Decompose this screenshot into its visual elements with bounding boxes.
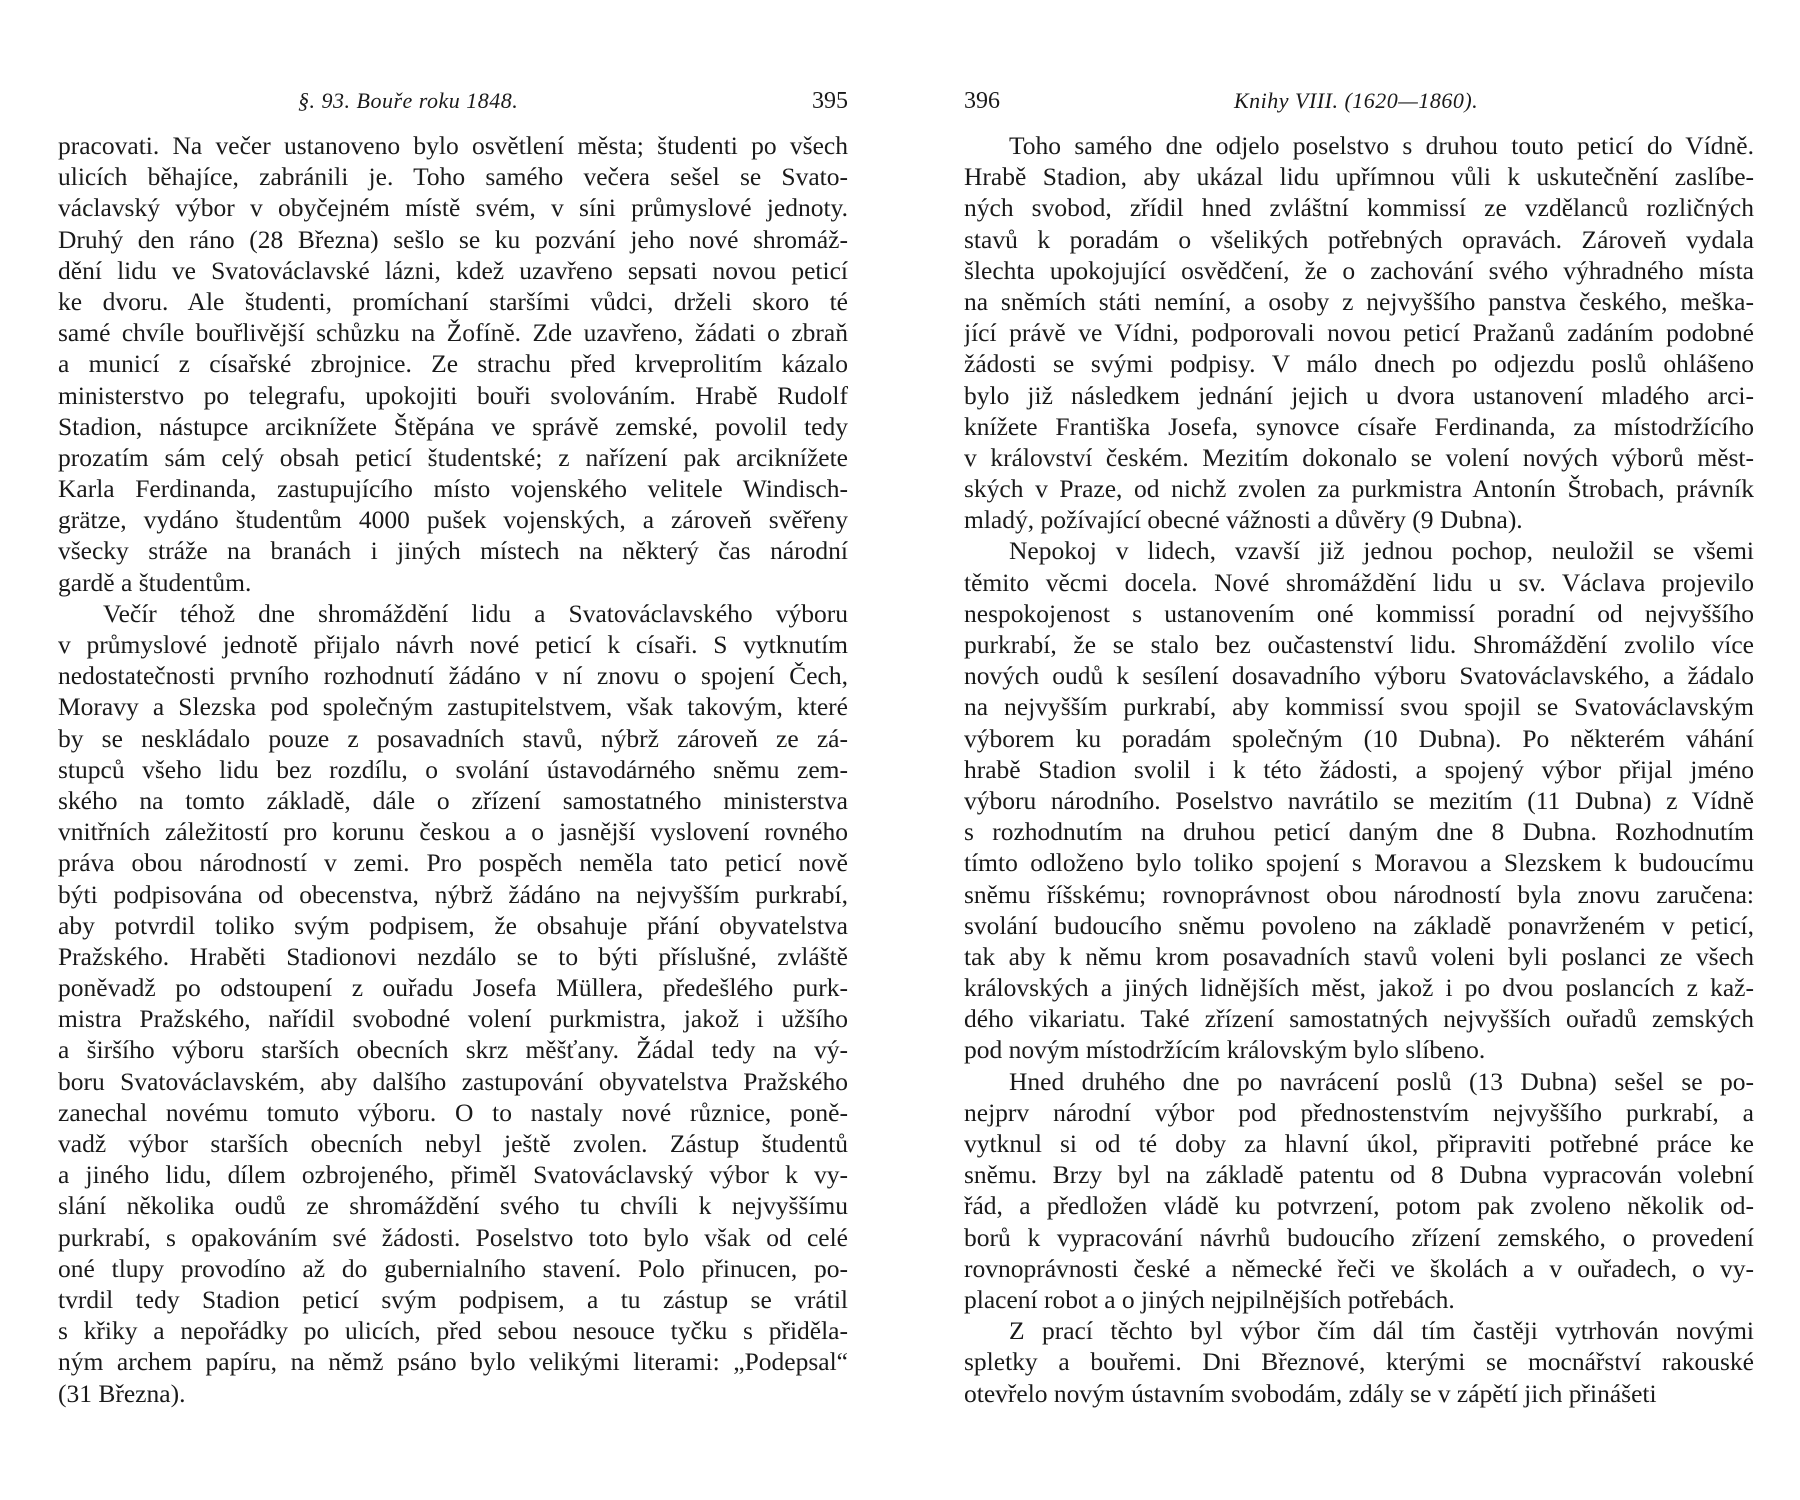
text-line: ských v Praze, od nichž zvolen za purkmistra Antonín Štrobach, právník: [964, 474, 1754, 504]
right-page: [964, 88, 1754, 1409]
text-line: na nejvyšším purkrabí, aby kommissí svou spojil se Svatováclavským: [964, 692, 1754, 722]
text-line: borů k vypracování návrhů budoucího zřízení zemského, o provedení: [964, 1222, 1754, 1252]
text-line: stavů k poradám o všelikých potřebných opravách. Zároveň vydala: [964, 224, 1754, 254]
text-line: aby potvrdil toliko svým podpisem, že obsahuje přání obyvatelstva: [58, 910, 848, 940]
text-line: Hned druhého dne po navrácení poslů (13 Dubna) sešel se po-: [1009, 1066, 1754, 1096]
text-line: nedostatečnosti prvního rozhodnutí žádáno v ní znovu o spojení Čech,: [58, 661, 848, 691]
text-line: Večír téhož dne shromáždění lidu a Svatováclavského výboru: [103, 598, 848, 628]
text-line: pod novým místodržícím královským bylo slíbeno.: [964, 1035, 1486, 1065]
text-line: václavský výbor v obyčejném místě svém, v síni průmyslové jednoty.: [58, 193, 848, 223]
text-line: slání několika oudů ze shromáždění svého tu chvíli k nejvyššímu: [58, 1191, 848, 1221]
text-line: rovnoprávnosti české a německé řeči ve školách a v ouřadech, o vy-: [964, 1253, 1754, 1283]
text-line: býti podpisována od obecenstva, nýbrž žádáno na nejvyšším purkrabí,: [58, 879, 848, 909]
text-line: a jiného lidu, dílem ozbrojeného, přiměl Svatováclavský výbor k vy-: [58, 1160, 848, 1190]
right-header-title: Knihy VIII. (1620—1860).: [1234, 88, 1479, 113]
text-line: tímto odloženo bylo toliko spojení s Moravou a Slezskem k budoucímu: [964, 848, 1754, 878]
text-line: vnitřních záležitostí pro korunu českou a o jasnější vyslovení rovného: [58, 817, 848, 847]
text-line: gardě a študentům.: [58, 567, 252, 597]
text-line: by se neskládalo pouze z posavadních stavů, nýbrž zároveň ze zá-: [58, 723, 848, 753]
text-line: výborem ku poradám společným (10 Dubna). Po některém váhání: [964, 723, 1754, 753]
text-line: poněvadž po odstoupení z ouřadu Josefa Müllera, předešlého purk-: [58, 973, 848, 1003]
text-line: řád, a předložen vládě ku potvrzení, potom pak zvoleno několik od-: [964, 1191, 1754, 1221]
text-line: oné tlupy provodíno až do gubernialního stavení. Polo přinucen, po-: [58, 1253, 848, 1283]
text-line: otevřelo novým ústavním svobodám, zdály se v zápětí jich přinášeti: [964, 1378, 1657, 1408]
text-line: hrabě Stadion svolil i k této žádosti, a spojený výbor přijal jméno: [964, 754, 1754, 784]
text-line: ulicích běhajíce, zabránili je. Toho samého večera sešel se Svato-: [58, 162, 848, 192]
text-line: spletky a bouřemi. Dni Březnové, kterými se mocnářství rakouské: [964, 1347, 1754, 1377]
text-line: Z prací těchto byl výbor čím dál tím častěji vytrhován novými: [1009, 1316, 1754, 1346]
text-line: vytknul si od té doby za hlavní úkol, připraviti potřebné práce ke: [964, 1129, 1754, 1158]
text-line: pracovati. Na večer ustanoveno bylo osvětlení města; študenti po všech: [58, 131, 848, 160]
left-header-title: §. 93. Bouře roku 1848.: [298, 88, 519, 113]
text-line: dého vikariatu. Také zřízení samostatných nejvyšších ouřadů zemských: [964, 1004, 1754, 1034]
text-line: placení robot a o jiných nejpilnějších potřebách.: [964, 1284, 1455, 1314]
text-line: purkrabí, s opakováním své žádosti. Poselstvo toto bylo však od celé: [58, 1222, 848, 1252]
paragraph: [964, 535, 1754, 1065]
text-line: sněmu říšskému; rovnoprávnost obou národností byla znovu zaručena:: [964, 879, 1754, 909]
text-line: bylo již následkem jednání jejich u dvora ustanovení mladého arci-: [964, 380, 1754, 410]
paragraph: [58, 130, 848, 598]
text-line: nových oudů k sesílení dosavadního výboru Svatováclavského, a žádalo: [964, 661, 1754, 691]
text-line: vadž výbor starších obecních nebyl ještě zvolen. Zástup študentů: [58, 1129, 848, 1158]
text-line: žádosti se svými podpisy. V málo dnech po odjezdu poslů ohlášeno: [964, 349, 1754, 379]
text-line: Stadion, nástupce arciknížete Štěpána ve správě zemské, povolil tedy: [58, 411, 848, 441]
paragraph: [964, 1066, 1754, 1316]
text-line: jící právě ve Vídni, podporovali novou peticí Pražanů zadáním podobné: [964, 318, 1754, 348]
text-line: tak aby k němu krom posavadních stavů voleni byli poslanci ze všech: [964, 941, 1754, 971]
text-line: Karla Ferdinanda, zastupujícího místo vojenského velitele Windisch-: [58, 474, 848, 504]
left-page-text: [58, 130, 848, 1409]
text-line: všecky stráže na branách i jiných místech na některý čas národní: [58, 536, 848, 566]
right-page-text: [964, 130, 1754, 1409]
text-line: Moravy a Slezska pod společným zastupitelstvem, však takovým, které: [58, 692, 848, 722]
text-line: Druhý den ráno (28 Března) sešlo se ku pozvání jeho nové shromáž-: [58, 224, 848, 254]
right-page-number: 396: [964, 88, 1000, 114]
right-running-head: [964, 88, 1754, 128]
text-line: stupců všeho lidu bez rozdílu, o svolání ústavodárného sněmu zem-: [58, 754, 848, 784]
text-line: ných svobod, zřídil hned zvláštní kommissí ze vzdělanců rozličných: [964, 193, 1754, 223]
text-line: Hrabě Stadion, aby ukázal lidu upřímnou vůli k uskutečnění zaslíbe-: [964, 162, 1754, 192]
left-page-number: 395: [812, 88, 848, 114]
text-line: knížete Františka Josefa, synovce císaře Ferdinanda, za místodržícího: [964, 411, 1754, 441]
paragraph: [964, 1315, 1754, 1409]
text-line: zanechal novému tomuto výboru. O to nastaly nové různice, poně-: [58, 1097, 848, 1127]
text-line: a širšího výboru starších obecních skrz měšťany. Žádal tedy na vý-: [58, 1035, 848, 1065]
text-line: grätze, vydáno študentům 4000 pušek vojenských, a zároveň svěřeny: [58, 505, 848, 535]
text-line: královských a jiných lidnějších měst, jakož i po dvou poslancích z kaž-: [964, 973, 1754, 1003]
text-line: svolání budoucího sněmu povoleno na základě ponavrženém v peticí,: [964, 910, 1754, 940]
left-page: [58, 88, 848, 1409]
text-line: šlechta upokojující osvědčení, že o zachování svého výhradného místa: [964, 255, 1754, 285]
paragraph: [964, 130, 1754, 535]
text-line: a municí z císařské zbrojnice. Ze strachu před krveprolitím kázalo: [58, 349, 848, 379]
text-line: s křiky a nepořádky po ulicích, před sebou nesouce tyčku s přiděla-: [58, 1316, 848, 1346]
text-line: boru Svatováclavském, aby dalšího zastupování obyvatelstva Pražského: [58, 1066, 848, 1096]
text-line: Nepokoj v lidech, vzavší již jednou pochop, neuložil se všemi: [1009, 536, 1754, 566]
text-line: mistra Pražského, nařídil svobodné volení purkmistra, jakož i užšího: [58, 1004, 848, 1034]
paragraph: [58, 598, 848, 1409]
text-line: Pražského. Hraběti Stadionovi nezdálo se to býti příslušné, zvláště: [58, 941, 848, 971]
text-line: ministerstvo po telegrafu, upokojiti bouři svolováním. Hrabě Rudolf: [58, 380, 848, 410]
text-line: těmito věcmi docela. Nové shromáždění lidu u sv. Václava projevilo: [964, 567, 1754, 597]
text-line: ského na tomto základě, dále o zřízení samostatného ministerstva: [58, 785, 848, 815]
text-line: tvrdil tedy Stadion peticí svým podpisem, a tu zástup se vrátil: [58, 1284, 848, 1314]
text-line: sněmu. Brzy byl na základě patentu od 8 Dubna vypracován volební: [964, 1160, 1754, 1190]
text-line: dění lidu ve Svatováclavské lázni, kdež uzavřeno sepsati novou peticí: [58, 255, 848, 285]
text-line: výboru národního. Poselstvo navrátilo se mezitím (11 Dubna) z Vídně: [964, 785, 1754, 815]
text-line: samé chvíle bouřlivější schůzku na Žofíně. Zde uzavřeno, žádati o zbraň: [58, 318, 848, 348]
text-line: prozatím sám celý obsah peticí študentské; z nařízení pak arciknížete: [58, 442, 848, 472]
text-line: ným archem papíru, na němž psáno bylo velikými literami: „Podepsal“: [58, 1347, 848, 1377]
text-line: s rozhodnutím na druhou peticí daným dne 8 Dubna. Rozhodnutím: [964, 817, 1754, 847]
text-line: purkrabí, že se stalo bez oučastenství lidu. Shromáždění zvolilo více: [964, 630, 1754, 659]
text-line: na sněmích státi nemíní, a osoby z nejvyššího panstva českého, meška-: [964, 286, 1754, 316]
text-line: nejprv národní výbor pod přednostenstvím nejvyššího purkrabí, a: [964, 1097, 1754, 1127]
text-line: ke dvoru. Ale študenti, promíchaní staršími vůdci, drželi skoro té: [58, 286, 848, 316]
text-line: v průmyslové jednotě přijalo návrh nové peticí k císaři. S vytknutím: [58, 630, 848, 659]
text-line: mladý, požívající obecné vážnosti a důvěry (9 Dubna).: [964, 505, 1523, 535]
text-line: Toho samého dne odjelo poselstvo s druhou touto peticí do Vídně.: [1009, 131, 1754, 160]
text-line: nespokojenost s ustanovením oné kommissí poradní od nejvyššího: [964, 598, 1754, 628]
left-running-head: [58, 88, 848, 128]
text-line: v království českém. Mezitím dokonalo se volení nových výborů měst-: [964, 442, 1754, 472]
text-line: práva obou národností v zemi. Pro pospěch neměla tato peticí nově: [58, 848, 848, 878]
text-line: (31 Března).: [58, 1378, 186, 1408]
